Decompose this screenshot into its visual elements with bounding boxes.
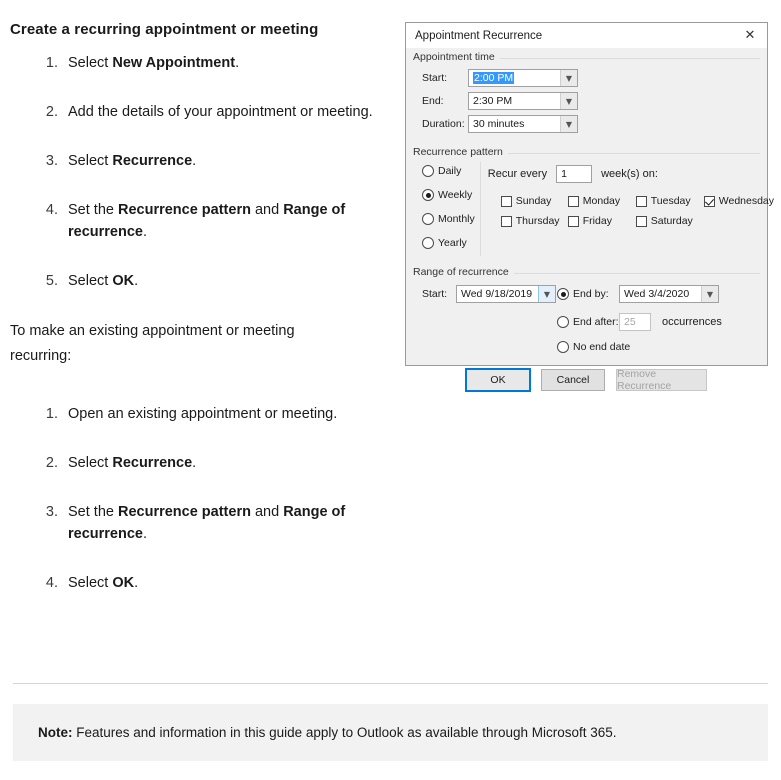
note-body: Features and information in this guide apply to Outlook as available through Microsoft 365. [72,725,617,740]
step-emphasis: Recurrence [112,153,193,169]
step-text-end: . [142,224,147,240]
range-of-recurrence-group-label: Range of recurrence [413,266,514,278]
checkbox-saturday[interactable] [636,215,704,227]
recur-every-row [488,165,774,183]
duration-label: Duration: [422,118,465,130]
note-label: Note: [38,725,73,740]
duration-row [422,115,760,133]
cancel-button[interactable]: Cancel [541,369,605,391]
checkbox-thursday[interactable] [501,215,568,227]
radio-weekly-label: Weekly [438,189,473,201]
radio-dot-icon [557,341,569,353]
range-of-recurrence-group [413,266,760,361]
step-text: Select [68,55,113,71]
start-time-combobox[interactable] [468,69,578,87]
checkbox-wednesday[interactable] [704,195,774,207]
start-time-value: 2:00 PM [474,72,514,84]
radio-daily[interactable] [422,165,461,177]
recur-every-label: Recur every [487,168,548,180]
step-text-end: . [192,153,197,169]
radio-end-by-label: End by: [573,288,609,300]
step-emphasis: New Appointment [112,55,236,71]
recur-unit-label: week(s) on: [601,168,658,180]
chevron-down-icon[interactable]: ▼ [701,286,718,302]
duration-value: 30 minutes [473,118,525,130]
steps-list-existing [0,403,400,594]
duration-combobox[interactable] [468,115,578,133]
checkbox-saturday-label: Saturday [650,215,693,227]
appointment-time-group [413,51,760,140]
step-emphasis: Recurrence pattern [117,202,251,218]
checkbox-icon [501,196,512,207]
horizontal-divider [13,683,768,684]
weekly-options [475,165,774,252]
range-start-block [422,285,557,353]
appointment-time-group-label: Appointment time [413,51,500,63]
start-time-row [422,69,760,87]
list-item [62,452,400,474]
range-start-row [422,285,557,303]
step-text: Select [68,455,113,471]
radio-monthly[interactable] [422,213,475,225]
instructions-column [0,0,400,621]
radio-yearly-label: Yearly [438,237,467,249]
step-text: Select [68,153,113,169]
frequency-radio-group [413,165,475,252]
end-by-row [557,285,760,303]
radio-weekly[interactable] [422,189,472,201]
checkbox-thursday-label: Thursday [515,215,560,227]
end-by-value: Wed 3/4/2020 [624,288,690,300]
checkbox-icon [501,216,512,227]
step-emphasis: OK [112,575,135,591]
radio-dot-icon [557,288,569,300]
end-after-row [557,313,760,331]
intro-paragraph: To make an existing appointment or meeting recurring: [10,323,295,364]
range-start-value: Wed 9/18/2019 [461,288,533,300]
days-row-2 [488,215,774,227]
step-text: Add the details of your appointment or meeting. [68,104,373,120]
step-emphasis: Recurrence [112,455,193,471]
step-text-end: . [142,526,147,542]
dialog-title-bar [406,23,767,48]
group-separator [480,162,481,256]
radio-no-end-date[interactable] [557,341,630,353]
range-end-options [557,285,760,353]
end-after-input[interactable]: 25 [619,313,651,331]
chevron-down-icon[interactable]: ▼ [560,116,577,132]
step-text: Select [68,575,113,591]
page-title: Create a recurring appointment or meeting [10,21,319,38]
step-text-mid: and [250,202,284,218]
list-item [62,199,400,243]
radio-yearly[interactable] [422,237,467,249]
days-row-1 [488,195,774,207]
end-by-datepicker[interactable] [619,285,719,303]
list-item [62,403,400,425]
end-time-label: End: [422,95,444,107]
checkbox-icon [636,196,647,207]
checkbox-icon [636,216,647,227]
radio-end-by[interactable] [557,288,619,300]
radio-no-end-date-label: No end date [573,341,631,353]
step-text-end: . [192,455,197,471]
note-text [13,725,617,740]
checkbox-monday-label: Monday [582,195,621,207]
checkbox-sunday-label: Sunday [515,195,552,207]
note-callout [13,704,768,761]
chevron-down-icon[interactable]: ▼ [560,70,577,86]
checkbox-friday[interactable] [568,215,636,227]
step-text: Set the [68,504,118,520]
step-text-end: . [235,55,240,71]
radio-dot-icon [557,316,569,328]
radio-dot-icon [422,189,434,201]
step-emphasis-2: Range of recurrence [68,504,346,542]
radio-daily-label: Daily [438,165,462,177]
start-time-label: Start: [422,72,448,84]
radio-dot-icon [422,213,434,225]
range-start-label: Start: [422,288,448,300]
radio-monthly-label: Monthly [438,213,475,225]
step-text-end: . [134,273,139,289]
recurrence-pattern-group-label: Recurrence pattern [413,146,508,158]
appointment-recurrence-dialog [405,22,775,392]
list-item [62,150,400,172]
step-emphasis: Recurrence pattern [117,504,251,520]
chevron-down-icon[interactable]: ▼ [538,286,555,302]
checkbox-icon [568,196,579,207]
checkbox-icon [568,216,579,227]
no-end-date-row [557,341,760,353]
recur-every-input[interactable]: 1 [556,165,592,183]
list-item [62,501,400,545]
step-text-mid: and [250,504,284,520]
list-item [62,572,400,594]
step-text: Set the [68,202,118,218]
dialog-button-bar [406,369,767,391]
step-text: Select [68,273,113,289]
checkbox-checked-icon [704,196,715,207]
end-time-value: 2:30 PM [473,95,513,107]
checkbox-tuesday-label: Tuesday [650,195,691,207]
step-emphasis: OK [112,273,135,289]
step-text: Open an existing appointment or meeting. [68,406,338,422]
radio-dot-icon [422,237,434,249]
list-item [62,101,400,123]
radio-dot-icon [422,165,434,177]
list-item [62,52,400,74]
radio-end-after[interactable] [557,316,619,328]
step-emphasis-2: Range of recurrence [68,202,346,240]
close-icon[interactable]: ✕ [744,28,756,43]
ok-button[interactable]: OK [466,369,530,391]
start-time-value-wrap [469,70,560,86]
steps-list-create [0,52,400,292]
end-time-row [422,92,760,110]
checkbox-sunday[interactable] [501,195,568,207]
chevron-down-icon[interactable]: ▼ [560,93,577,109]
remove-recurrence-button: Remove Recurrence [616,369,707,391]
checkbox-monday[interactable] [568,195,636,207]
dialog-title: Appointment Recurrence [415,29,543,42]
occurrences-label: occurrences [662,316,722,328]
checkbox-tuesday[interactable] [636,195,704,207]
checkbox-wednesday-label: Wednesday [718,195,775,207]
end-time-combobox[interactable] [468,92,578,110]
recurrence-pattern-group [413,146,775,260]
list-item [62,270,400,292]
radio-end-after-label: End after: [573,316,619,328]
checkbox-friday-label: Friday [582,215,612,227]
range-start-datepicker[interactable] [456,285,556,303]
step-text-end: . [134,575,139,591]
